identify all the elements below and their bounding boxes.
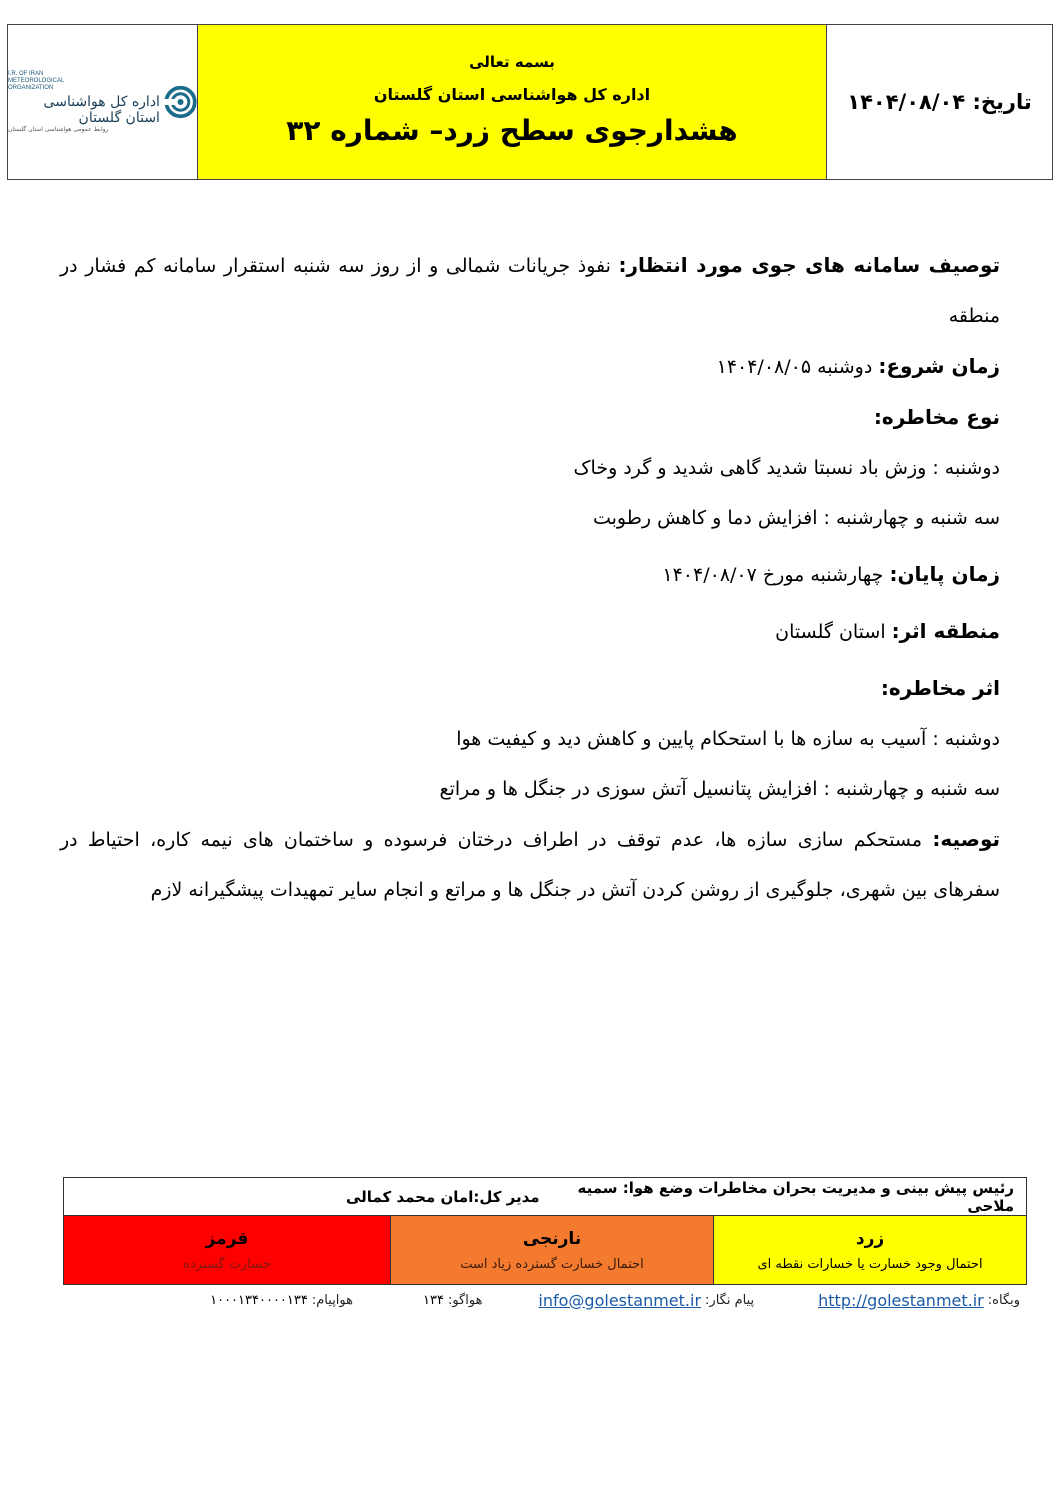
director-general: مدیر کل:امان محمد کمالی	[346, 1187, 540, 1206]
level-orange	[390, 1216, 713, 1284]
systems-value: نفوذ جریانات شمالی و از روز سه شنبه استقرار سامانه کم فشار در منطقه	[60, 255, 1000, 327]
date-value: ۱۴۰۴/۰۸/۰۴	[847, 90, 966, 114]
footer-table	[63, 1177, 1027, 1285]
recommendation-label: توصیه:	[932, 827, 1000, 851]
email-label: پیام نگار:	[705, 1292, 755, 1308]
level-description: خسارت گسترده	[183, 1256, 271, 1272]
logo-english-line: METEOROLOGICAL	[8, 78, 65, 84]
hazard-effect-label: اثر مخاطره:	[880, 676, 1000, 700]
email-group	[538, 1291, 754, 1310]
meteorological-organization-spiral-logo-icon	[164, 80, 197, 124]
hazard-type-item: سه شنبه و چهارشنبه : افزایش دما و کاهش رطوبت	[592, 507, 1000, 529]
website-link[interactable]: http://golestanmet.ir	[818, 1290, 984, 1310]
level-name: زرد	[855, 1228, 885, 1249]
email-link[interactable]: info@golestanmet.ir	[538, 1290, 702, 1310]
level-red	[64, 1216, 390, 1284]
logo-subtitle: روابط عمومی هواشناسی استان گلستان	[8, 126, 109, 133]
sms-value: ۱۰۰۰۱۳۴۰۰۰۰۱۳۴	[210, 1292, 308, 1308]
logo-english-line: I.R. OF IRAN	[8, 71, 44, 77]
affected-area-value: استان گلستان	[775, 621, 886, 643]
logo-cell	[8, 25, 197, 179]
level-description: احتمال وجود خسارت یا خسارات نقطه ای	[757, 1256, 983, 1272]
hotline-label: هواگو:	[447, 1292, 483, 1308]
hazard-type-item: دوشنبه : وزش باد نسبتا شدید گاهی شدید و گرد وخاک	[573, 457, 1000, 479]
title-cell	[197, 25, 826, 179]
warning-levels-row	[64, 1216, 1026, 1284]
end-time-value: چهارشنبه مورخ ۱۴۰۴/۰۸/۰۷	[662, 564, 884, 586]
sms-label: هواپیام:	[311, 1292, 353, 1308]
affected-area-section	[60, 606, 1000, 657]
website-label: وبگاه:	[987, 1292, 1020, 1308]
hotline-value: ۱۳۴	[423, 1292, 444, 1308]
date-cell	[826, 25, 1052, 179]
start-time-section	[60, 341, 1000, 392]
level-name: قرمز	[205, 1228, 249, 1249]
forecast-chief: رئیس پیش بینی و مدیریت بحران مخاطرات وضع هوا: سمیه ملاحی	[577, 1178, 1014, 1215]
hazard-effect-item: دوشنبه : آسیب به سازه ها با استحکام پایین و کاهش دید و کیفیت هوا	[456, 728, 1000, 750]
systems-section	[60, 240, 1000, 341]
level-yellow	[713, 1216, 1026, 1284]
website-group	[818, 1291, 1020, 1310]
invocation: بسمه تعالی	[469, 53, 555, 71]
staff-row	[64, 1178, 1026, 1216]
start-time-label: زمان شروع:	[878, 354, 1000, 378]
hazard-type-section	[60, 392, 1000, 443]
recommendation-section	[60, 814, 1000, 915]
contact-bar	[120, 1288, 1020, 1312]
level-description: احتمال خسارت گسترده زیاد است	[460, 1256, 644, 1272]
bulletin-header	[7, 24, 1053, 180]
level-name: نارنجی	[522, 1228, 582, 1249]
systems-label: توصیف سامانه های جوی مورد انتظار:	[618, 253, 1000, 277]
hazard-type-label: نوع مخاطره:	[873, 405, 1000, 429]
warning-title: هشدارجوی سطح زرد– شماره ۳۲	[286, 114, 738, 147]
organization-name: اداره کل هواشناسی استان گلستان	[373, 85, 651, 104]
bulletin-body	[60, 240, 1000, 915]
logo-text	[8, 71, 160, 133]
logo-persian-name: اداره کل هواشناسی استان گلستان	[43, 94, 160, 126]
date-label: تاریخ:	[972, 90, 1032, 114]
hazard-effect-item: سه شنبه و چهارشنبه : افزایش پتانسیل آتش سوزی در جنگل ها و مراتع	[439, 778, 1000, 800]
end-time-label: زمان پایان:	[889, 562, 1000, 586]
end-time-section	[60, 549, 1000, 600]
hazard-effect-section	[60, 663, 1000, 714]
recommendation-value: مستحکم سازی سازه ها، عدم توقف در اطراف درختان فرسوده و ساختمان های نیمه کاره، احتیاط در سفرهای بین شهری، جلوگیری از روشن کردن آتش در جنگل ها و مراتع و انجام سایر تمهیدات پیشگیرانه لازم	[60, 829, 1000, 901]
affected-area-label: منطقه اثر:	[891, 619, 1000, 643]
sms-group	[210, 1293, 353, 1308]
logo-english-line: ORGANIZATION	[8, 85, 54, 91]
start-time-value: دوشنبه ۱۴۰۴/۰۸/۰۵	[716, 356, 873, 378]
hotline-group	[423, 1293, 482, 1308]
